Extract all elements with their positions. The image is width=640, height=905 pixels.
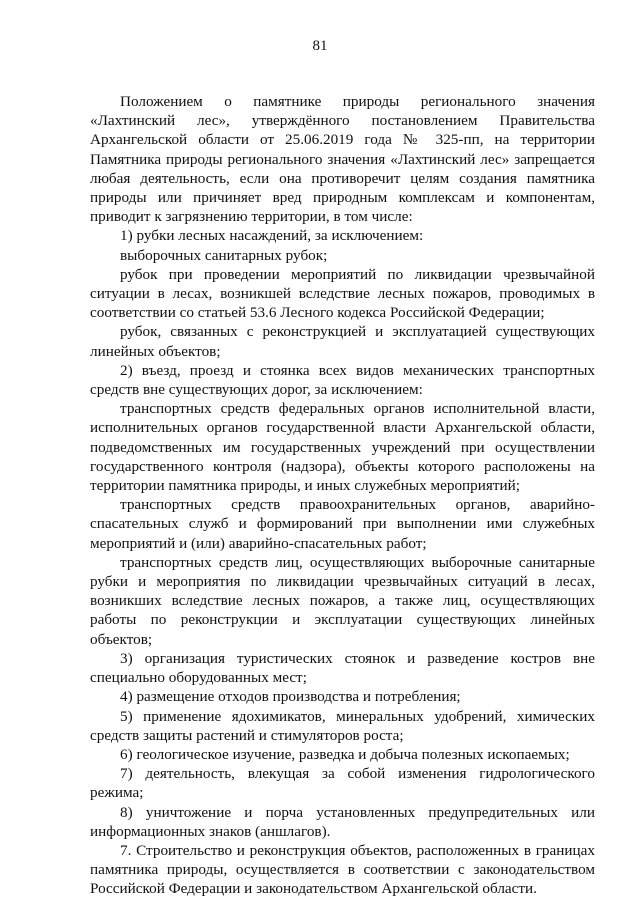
document-body — [90, 92, 595, 899]
paragraph-item-3: 3) организация туристических стоянок и разведение костров вне специально оборудованных мест; — [90, 649, 595, 687]
paragraph-item-4: 4) размещение отходов производства и потребления; — [120, 688, 461, 706]
paragraph-item-8: 8) уничтожение и порча установленных предупредительных или информационных знаков (аншлагов). — [90, 803, 595, 840]
paragraph-item-1-sub-2: рубок при проведении мероприятий по ликвидации чрезвычайной ситуации в лесах, возникшей вследствие лесных пожаров, проводимых в соответствии со статьей 53.6 Лесного кодекса Российской Федерации; — [90, 265, 595, 322]
paragraph-item-1-sub-1: выборочных санитарных рубок; — [120, 246, 328, 264]
page-number: 81 — [312, 38, 328, 54]
paragraph-item-1-sub-3: рубок, связанных с реконструкцией и эксплуатацией существующих линейных объектов; — [90, 323, 595, 360]
paragraph-item-2-sub-1: транспортных средств федеральных органов исполнительной власти, исполнительных органов государственной власти Архангельской области, подведомственных им государственных учреждений при осуществлении государственного контроля (надзора), объекты которого расположены на территории памятника природы, и иных служебных мероприятий; — [90, 400, 595, 495]
paragraph-item-2-sub-2: транспортных средств правоохранительных органов, аварийно-спасательных служб и формирований при выполнении ими служебных мероприятий и (или) аварийно-спасательных работ; — [90, 496, 595, 552]
paragraph-item-7: 7) деятельность, влекущая за собой изменения гидрологического режима; — [90, 765, 595, 802]
paragraph-section-7: 7. Строительство и реконструкция объектов, расположенных в границах памятника природы, осуществляется в соответствии с законодательством Российской Федерации и законодательством Архангельской области. — [90, 841, 595, 898]
paragraph-item-2-sub-3: транспортных средств лиц, осуществляющих выборочные санитарные рубки и мероприятия по ликвидации чрезвычайных ситуаций в лесах, возникших вследствие лесных пожаров, а также лиц, осуществляющих работы по реконструкции и эксплуатации существующих линейных объектов; — [90, 553, 595, 648]
paragraph-intro: Положением о памятнике природы регионального значения «Лахтинский лес», утверждённого постановлением Правительства Архангельской области от 25.06.2019 года № 325-пп, на территории Памятника природы регионального значения «Лахтинский лес» запрещается любая деятельность, если она противоречит целям создания памятника природы или причиняет вред природным комплексам и компонентам, приводит к загрязнению территории, в том числе: — [90, 93, 595, 226]
paragraph-item-6: 6) геологическое изучение, разведка и добыча полезных ископаемых; — [120, 745, 570, 763]
paragraph-item-2: 2) въезд, проезд и стоянка всех видов механических транспортных средств вне существующих дорог, за исключением: — [90, 361, 595, 399]
paragraph-item-5: 5) применение ядохимикатов, минеральных удобрений, химических средств защиты растений и стимуляторов роста; — [90, 707, 595, 744]
paragraph-item-1: 1) рубки лесных насаждений, за исключением: — [120, 227, 424, 245]
